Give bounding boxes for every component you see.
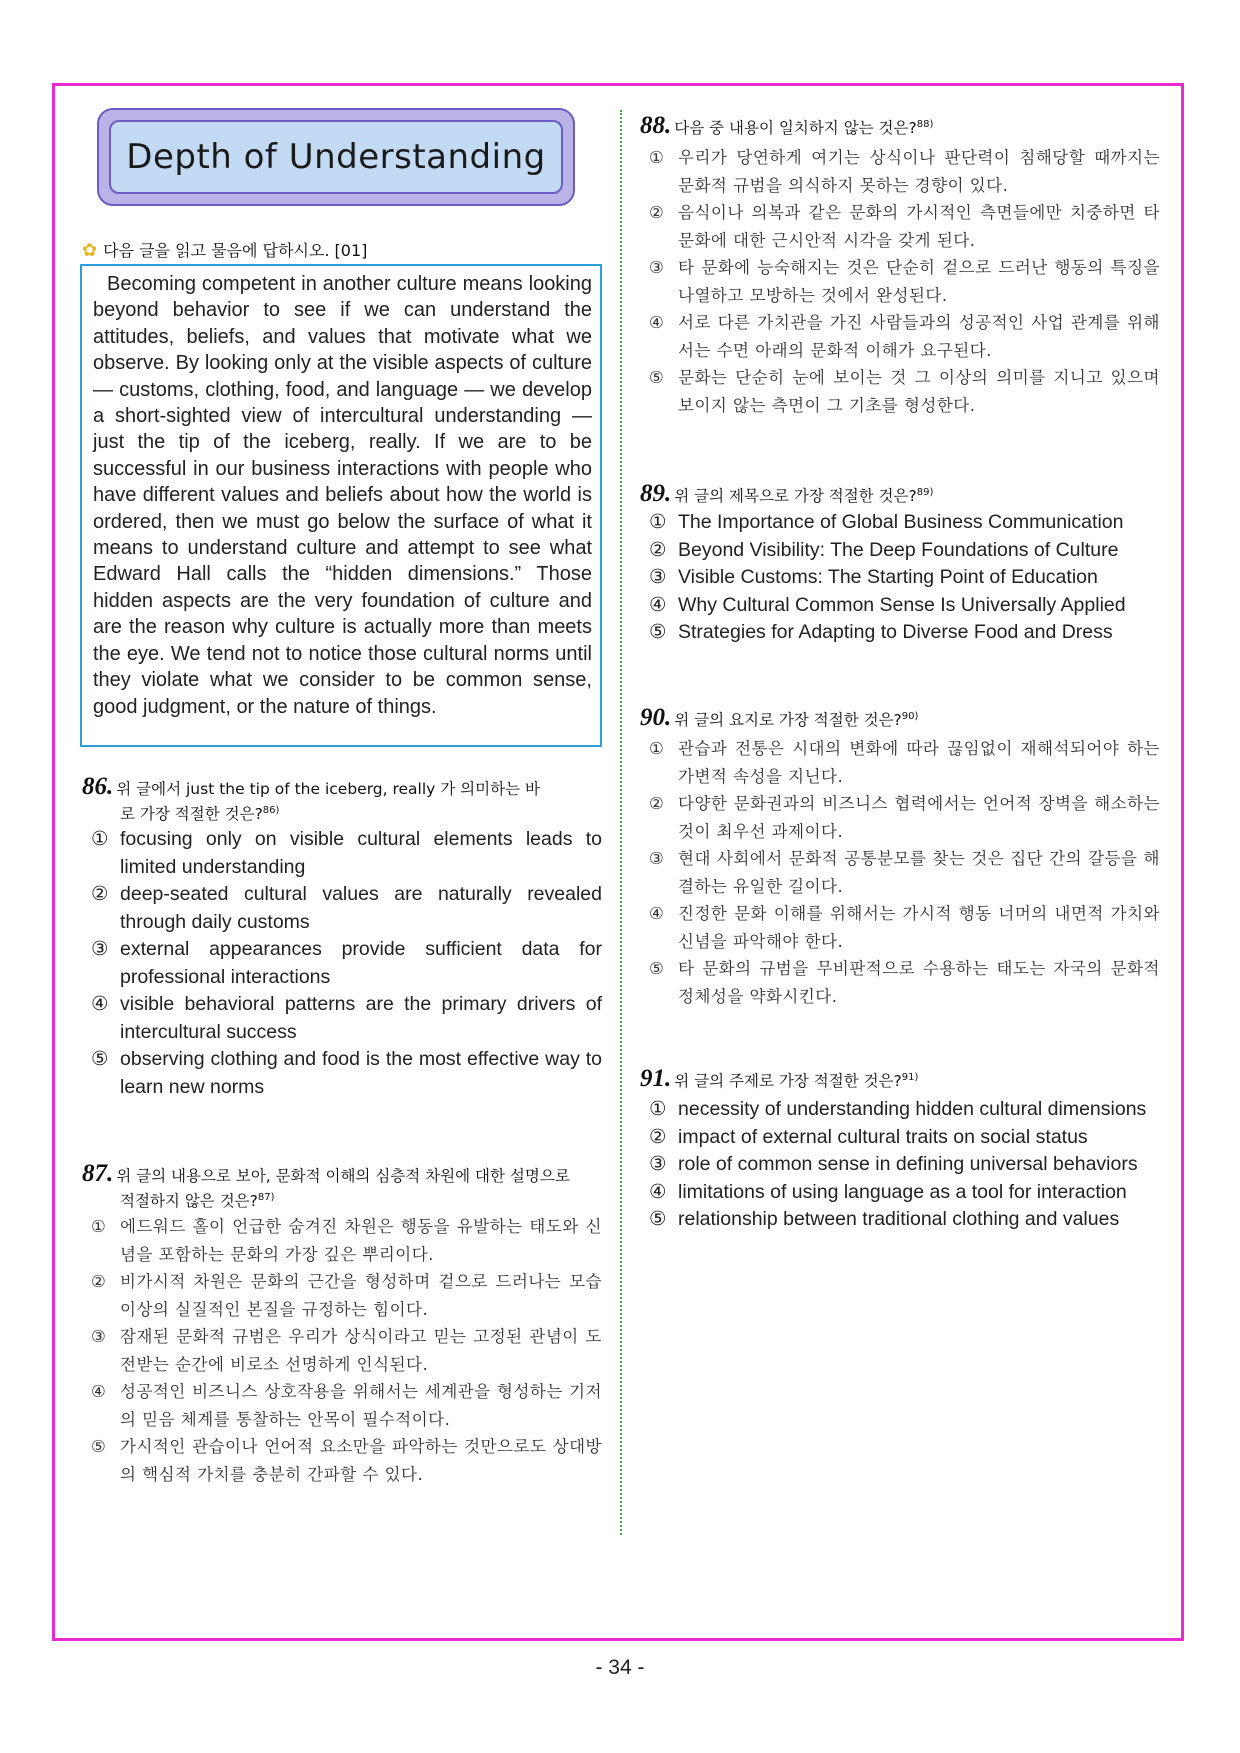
answer-option[interactable]: ④ limitations of using language as a tool for interaction [649,1180,1127,1203]
section-title: Depth of Understanding [126,137,546,177]
question-91-options [640,1096,1160,1234]
answer-option[interactable]: ③ 타 문화에 능숙해지는 것은 단순히 겉으로 드러난 행동의 특징을 나열하고 모방하는 것에서 완성된다. [649,258,1160,305]
question-stem: 위 글의 제목으로 가장 적절한 것은? [674,487,917,506]
section-title-inner [109,120,563,194]
question-90-header [640,706,1160,731]
answer-option[interactable]: ① 관습과 전통은 시대의 변화에 따라 끊임없이 재해석되어야 하는 가변적 속성을 지닌다. [649,739,1160,786]
question-89-header [640,482,1160,507]
answer-option[interactable]: ② 다양한 문화권과의 비즈니스 협력에서는 언어적 장벽을 해소하는 것이 최우선 과제이다. [649,794,1160,841]
question-number: 88. [640,112,672,140]
answer-option[interactable]: ⑤ relationship between traditional clothing and values [649,1208,1120,1230]
answer-option[interactable]: ② deep-seated cultural values are naturally revealed through daily customs [91,883,602,933]
answer-option[interactable]: ② Beyond Visibility: The Deep Foundations of Culture [649,538,1119,561]
answer-option[interactable]: ④ 진정한 문화 이해를 위해서는 가시적 행동 너머의 내면적 가치와 신념을 파악해야 한다. [649,904,1160,951]
answer-option[interactable]: ③ external appearances provide sufficient data for professional interactions [91,938,602,988]
question-number: 86. [82,773,114,800]
question-89-options [640,509,1160,647]
footnote-ref: 90) [901,711,919,722]
question-stem: 위 글의 요지로 가장 적절한 것은? [674,711,902,730]
question-stem-cont: 로 가장 적절한 것은? [120,805,263,824]
question-86-header [82,773,602,825]
footnote-ref: 89) [916,487,934,498]
answer-option[interactable]: ③ 현대 사회에서 문화적 공통분모를 찾는 것은 집단 간의 갈등을 해결하는 유일한 길이다. [649,849,1160,896]
answer-option[interactable]: ② 음식이나 의복과 같은 문화의 가시적인 측면들에만 치중하면 타 문화에 대한 근시안적 시각을 갖게 된다. [649,203,1160,250]
answer-option[interactable]: ① 에드워드 홀이 언급한 숨겨진 차원은 행동을 유발하는 태도와 신념을 포함하는 문화의 가장 깊은 뿌리이다. [91,1217,602,1264]
answer-option[interactable]: ① necessity of understanding hidden cultural dimensions [649,1098,1147,1120]
question-number: 90. [640,704,672,732]
question-88-options [640,144,1160,419]
question-stem: 다음 중 내용이 일치하지 않는 것은? [674,119,917,138]
answer-option[interactable]: ② 비가시적 차원은 문화의 근간을 형성하며 겉으로 드러나는 모습 이상의 실질적인 본질을 규정하는 힘이다. [91,1272,602,1319]
question-number: 87. [82,1160,114,1187]
question-87-header [82,1160,602,1212]
answer-option[interactable]: ⑤ 타 문화의 규범을 무비판적으로 수용하는 태도는 자국의 문화적 정체성을 약화시킨다. [649,959,1160,1006]
reading-passage: Becoming competent in another culture means looking beyond behavior to see if we can understand the attitudes, beliefs, and values that motivate what we observe. By looking only at the visible aspects of culture — customs, clothing, food, and language — we develop a short-sighted view of intercultural understanding — just the tip of the iceberg, really. If we are to be successful in our business interactions with people who have different values and beliefs about how the world is ordered, then we must go below the surface of what it means to understand culture and attempt to see what Edward Hall calls the “hidden dimensions.” Those hidden aspects are the very foundation of culture and are the reason why culture is actually more than meets the eye. We tend not to notice those cultural norms until they violate what we consider to be common sense, good judgment, or the nature of things. [80,264,602,747]
flower-icon: ✿ [82,240,98,261]
answer-option[interactable]: ③ 잠재된 문화적 규범은 우리가 상식이라고 믿는 고정된 관념이 도전받는 순간에 비로소 선명하게 인식된다. [91,1327,602,1374]
footnote-ref: 87) [257,1192,275,1203]
question-stem: 위 글의 주제로 가장 적절한 것은? [674,1072,902,1091]
answer-option[interactable]: ⑤ 가시적인 관습이나 언어적 요소만을 파악하는 것만으로도 상대방의 핵심적 가치를 충분히 간파할 수 있다. [91,1437,602,1484]
question-88-header [640,114,1160,139]
question-86-options [82,826,602,1101]
answer-option[interactable]: ② impact of external cultural traits on social status [649,1125,1088,1148]
column-divider [620,110,622,1535]
question-stem-cont: 적절하지 않은 것은? [120,1192,258,1211]
answer-option[interactable]: ③ Visible Customs: The Starting Point of Education [649,566,1098,588]
page-number: - 34 - [595,1656,645,1679]
question-number: 89. [640,480,672,508]
footnote-ref: 88) [916,119,934,130]
answer-option[interactable]: ④ Why Cultural Common Sense Is Universally Applied [649,593,1126,616]
question-stem: 위 글에서 just the tip of the iceberg, really 가 의미하는 바 [116,780,540,798]
footnote-ref: 86) [262,805,280,816]
instruction-line [82,238,367,261]
answer-option[interactable]: ④ visible behavioral patterns are the primary drivers of intercultural success [91,993,602,1043]
footnote-ref: 91) [901,1072,919,1083]
answer-option[interactable]: ③ role of common sense in defining universal behaviors [649,1153,1138,1175]
question-87-options [82,1213,602,1488]
question-91-header [640,1067,1160,1092]
answer-option[interactable]: ① The Importance of Global Business Communication [649,511,1124,533]
instruction-text: 다음 글을 읽고 물음에 답하시오. [01] [103,241,368,260]
answer-option[interactable]: ⑤ Strategies for Adapting to Diverse Food and Dress [649,621,1113,643]
question-number: 91. [640,1065,672,1093]
answer-option[interactable]: ④ 서로 다른 가치관을 가진 사람들과의 성공적인 사업 관계를 위해서는 수면 아래의 문화적 이해가 요구된다. [649,313,1160,360]
answer-option[interactable]: ① focusing only on visible cultural elements leads to limited understanding [91,828,602,878]
answer-option[interactable]: ⑤ observing clothing and food is the most effective way to learn new norms [91,1048,602,1098]
answer-option[interactable]: ⑤ 문화는 단순히 눈에 보이는 것 그 이상의 의미를 지니고 있으며 보이지 않는 측면이 그 기초를 형성한다. [649,368,1160,415]
answer-option[interactable]: ④ 성공적인 비즈니스 상호작용을 위해서는 세계관을 형성하는 기저의 믿음 체계를 통찰하는 안목이 필수적이다. [91,1382,602,1429]
question-90-options [640,735,1160,1010]
section-title-banner [97,108,575,206]
answer-option[interactable]: ① 우리가 당연하게 여기는 상식이나 판단력이 침해당할 때까지는 문화적 규범을 의식하지 못하는 경향이 있다. [649,148,1160,195]
question-stem: 위 글의 내용으로 보아, 문화적 이해의 심층적 차원에 대한 설명으로 [116,1167,570,1185]
